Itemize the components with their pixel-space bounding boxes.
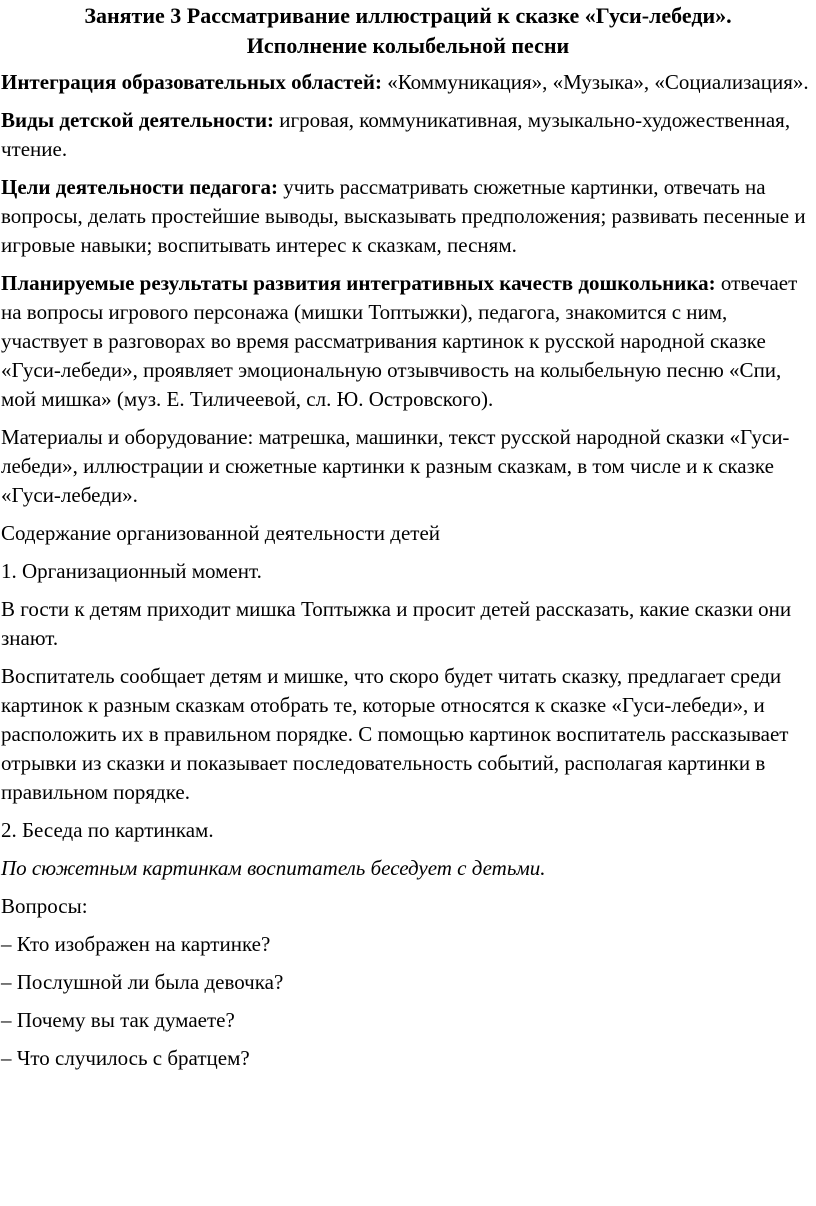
content-heading: Содержание организованной деятельности детей — [1, 521, 441, 545]
questions-label: Вопросы: — [1, 894, 88, 918]
step-1-paragraph-2: Воспитатель сообщает детям и мишке, что скоро будет читать сказку, предлагает среди картинок к разным сказкам отобрать те, которые относятся к сказке «Гуси-лебеди», и расположить их в правильном порядке. С помощью картинок воспитатель рассказывает отрывки из сказки и показывает последовательность событий, располагая картинки в правильном порядке. — [1, 664, 789, 804]
step-2-heading: 2. Беседа по картинкам. — [1, 818, 214, 842]
step-2-note: По сюжетным картинкам воспитатель беседует с детьми. — [1, 856, 546, 880]
results-label: Планируемые результаты развития интегративных качеств дошкольника: — [1, 271, 716, 295]
materials-paragraph: Материалы и оборудование: матрешка, машинки, текст русской народной сказки «Гуси-лебеди», иллюстрации и сюжетные картинки к разным сказкам, в том числе и к сказке «Гуси-лебеди». — [1, 425, 790, 507]
question-item: – Послушной ли была девочка? — [1, 970, 284, 994]
goals-text: учить рассматривать сюжетные картинки, отвечать на вопросы, делать простейшие выводы, высказывать предположения; развивать песенные и игровые навыки; воспитывать интерес к сказкам, песням. — [1, 175, 806, 257]
title-line-2: Исполнение колыбельной песни — [246, 33, 570, 58]
integration-text: «Коммуникация», «Музыка», «Социализация». — [381, 70, 809, 94]
step-1-heading: 1. Организационный момент. — [1, 559, 262, 583]
goals-paragraph — [0, 173, 816, 260]
question-item: – Кто изображен на картинке? — [1, 932, 271, 956]
integration-paragraph — [0, 68, 816, 97]
integration-label: Интеграция образовательных областей: — [1, 70, 382, 94]
activities-paragraph — [0, 106, 816, 164]
results-text: отвечает на вопросы игрового персонажа (мишки Топтыжки), педагога, знакомится с ним, участвует в разговорах во время рассматривания картинок к русской народной сказке «Гуси-лебеди», проявляет эмоциональную отзывчивость на колыбельную песню «Спи, мой мишка» (муз. Е. Тиличеевой, сл. Ю. Островского). — [1, 271, 798, 411]
goals-label: Цели деятельности педагога: — [1, 175, 279, 199]
activities-label: Виды детской деятельности: — [1, 108, 275, 132]
question-item: – Что случилось с братцем? — [1, 1046, 250, 1070]
step-1-paragraph: В гости к детям приходит мишка Топтыжка и просит детей рассказать, какие сказки они знают. — [1, 597, 792, 650]
results-paragraph — [0, 269, 816, 414]
activities-text: игровая, коммуникативная, музыкально-художественная, чтение. — [1, 108, 791, 161]
question-item: – Почему вы так думаете? — [1, 1008, 235, 1032]
page-title — [0, 1, 816, 61]
title-line-1: Занятие 3 Рассматривание иллюстраций к сказке «Гуси-лебеди». — [84, 3, 732, 28]
